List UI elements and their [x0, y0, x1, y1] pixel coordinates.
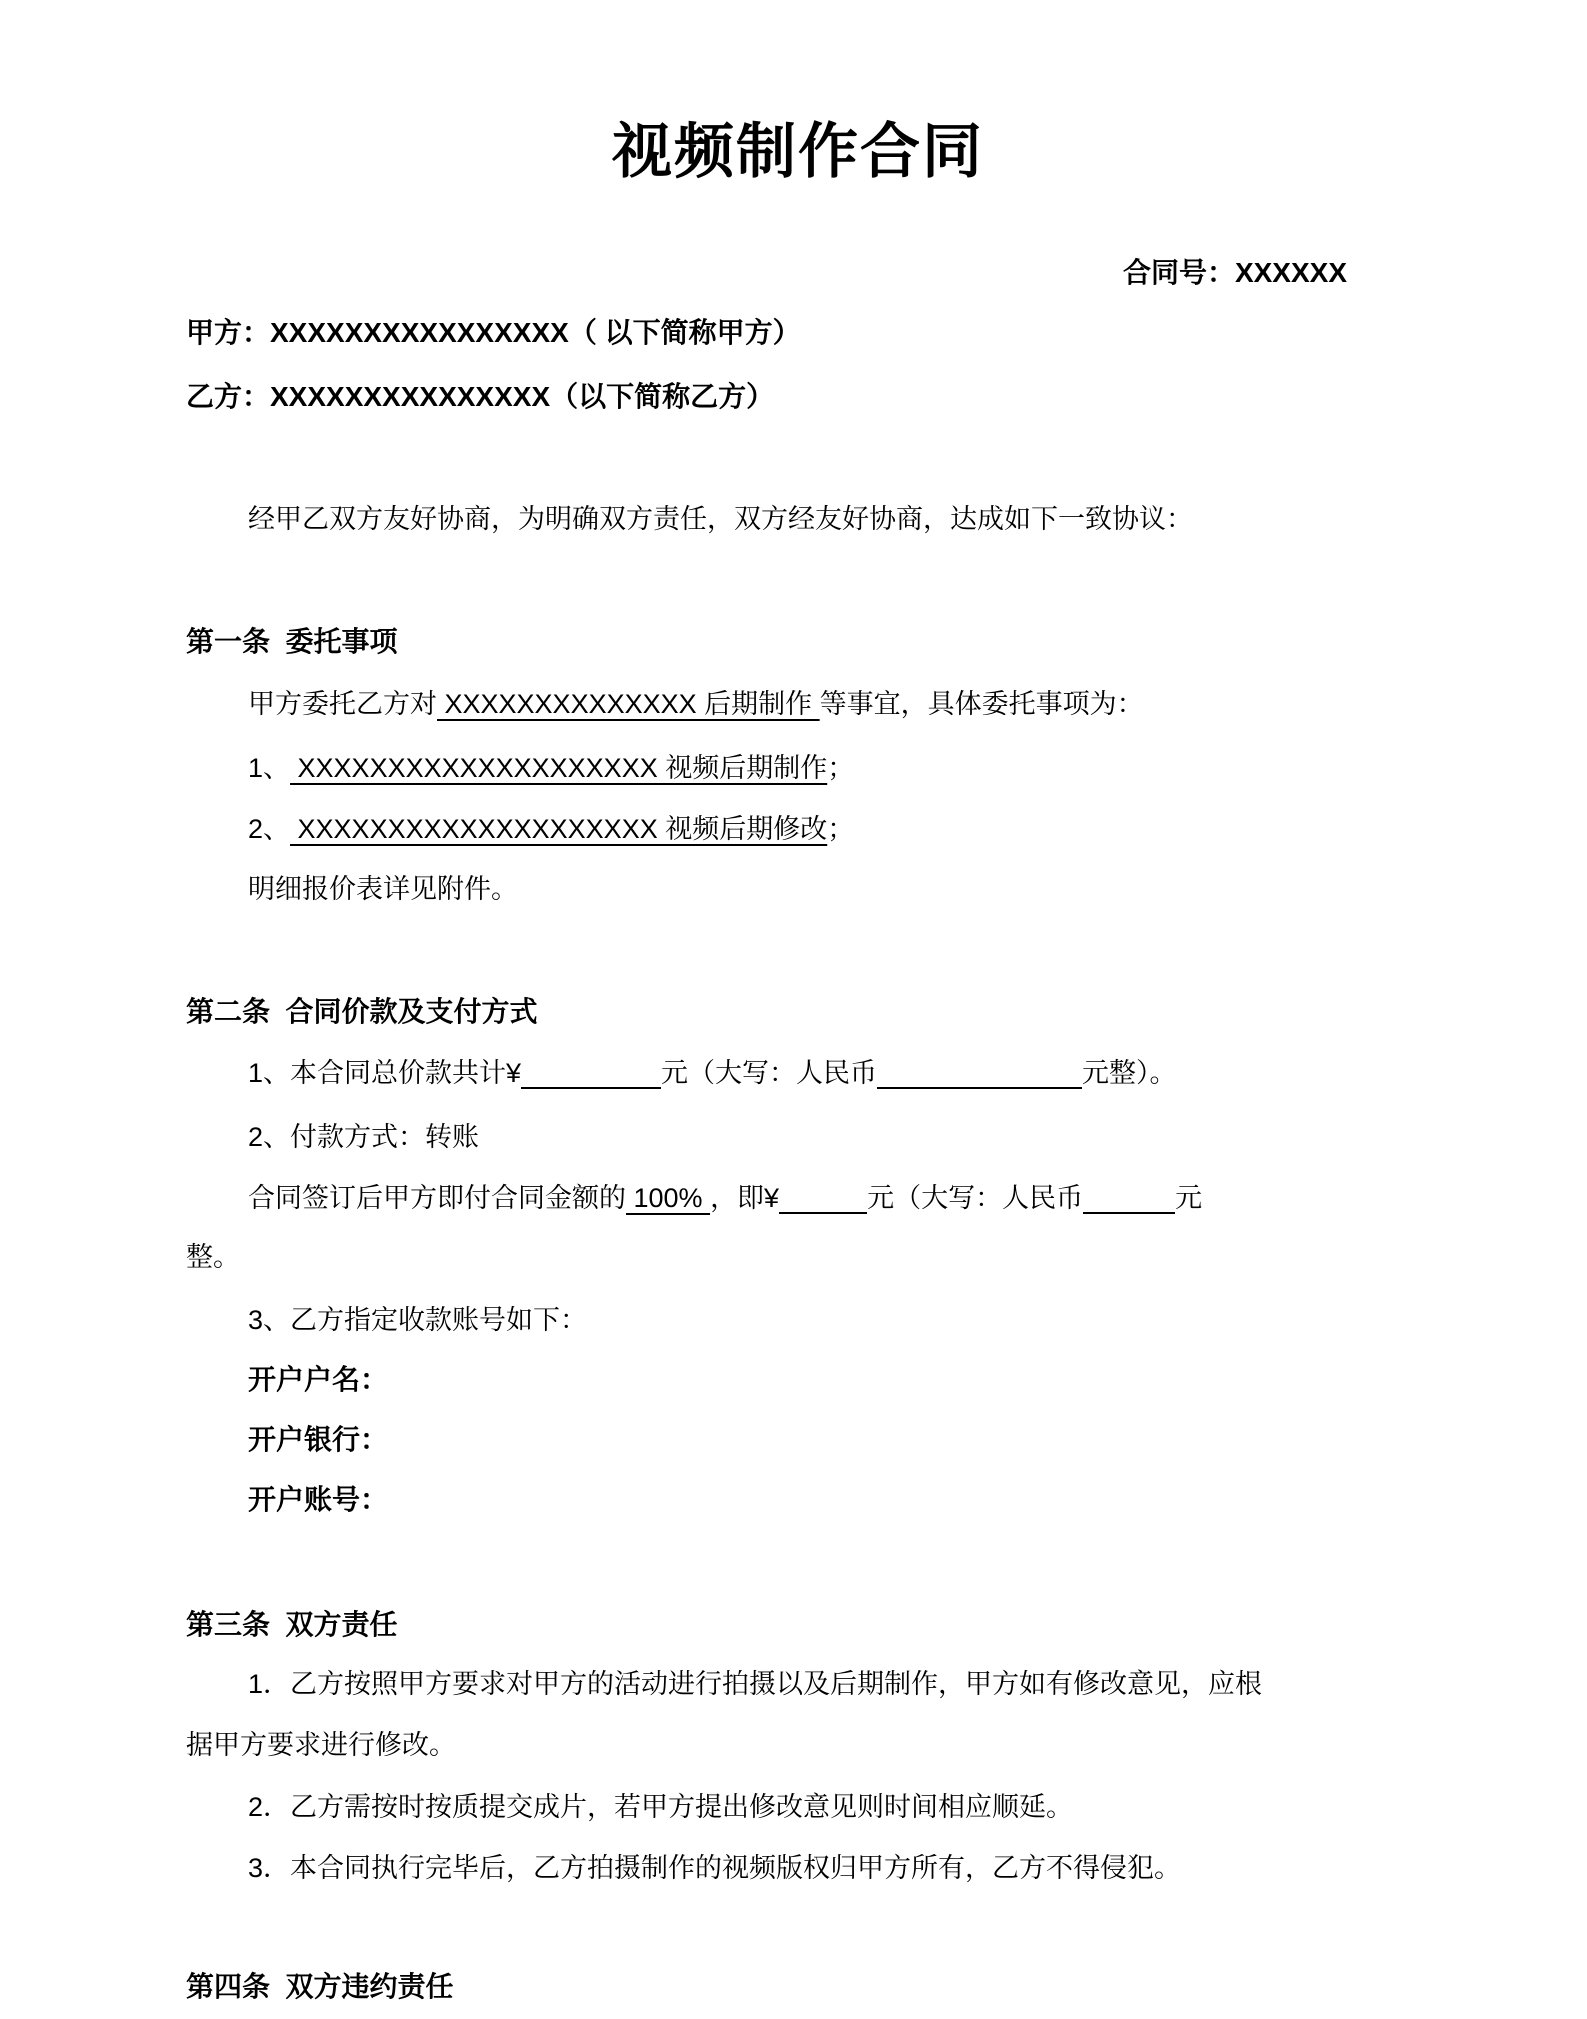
price-amount-blank — [521, 1057, 661, 1089]
item1-number: 1、 — [248, 753, 291, 783]
item1-underlined-fill: XXXXXXXXXXXXXXXXXXXX 视频后期制作 — [290, 753, 828, 783]
price-pre-text: 1、本合同总价款共计¥ — [248, 1058, 522, 1088]
section2-payment-detail-wrap: 整。 — [186, 1242, 240, 1272]
pay-amount-blank — [779, 1182, 867, 1214]
party-b-line: 乙方：XXXXXXXXXXXXXXX（以下简称乙方） — [186, 381, 775, 412]
pay-mid1-text: ，即¥ — [710, 1183, 780, 1213]
item1-punctuation: ； — [827, 753, 855, 783]
pay-post-text: 元 — [1175, 1183, 1203, 1213]
party-a-line: 甲方：XXXXXXXXXXXXXXXX（ 以下简称甲方） — [186, 317, 801, 348]
account-holder-label: 开户户名： — [248, 1364, 389, 1395]
section2-account-intro: 3、乙方指定收款账号如下： — [248, 1305, 588, 1335]
pay-percent-underlined: 100% — [626, 1183, 711, 1213]
section2-payment-method: 2、付款方式：转账 — [248, 1122, 480, 1152]
section1-note: 明细报价表详见附件。 — [248, 874, 518, 904]
section1-entrust-line — [248, 686, 1144, 722]
intro-paragraph: 经甲乙双方友好协商，为明确双方责任，双方经友好协商，达成如下一致协议： — [248, 504, 1193, 534]
bank-name-label: 开户银行： — [248, 1424, 389, 1455]
price-words-blank — [877, 1057, 1082, 1089]
entrust-post-text: 等事宜，具体委托事项为： — [819, 689, 1144, 719]
section3-item-3: 3．本合同执行完毕后，乙方拍摄制作的视频版权归甲方所有，乙方不得侵犯。 — [248, 1853, 1182, 1883]
section1-item-2 — [248, 811, 854, 847]
item2-punctuation: ； — [827, 814, 855, 844]
section3-item-2: 2．乙方需按时按质提交成片，若甲方提出修改意见则时间相应顺延。 — [248, 1792, 1074, 1822]
pay-mid2-text: 元（大写：人民币 — [867, 1183, 1084, 1213]
pay-words-blank — [1083, 1182, 1175, 1214]
item2-number: 2、 — [248, 814, 291, 844]
section2-price-line — [248, 1055, 1177, 1091]
document-title: 视频制作合同 — [612, 118, 984, 185]
pay-pre-text: 合同签订后甲方即付合同金额的 — [248, 1183, 626, 1213]
entrust-underlined-fill: XXXXXXXXXXXXXX 后期制作 — [437, 689, 820, 719]
section3-item-1-line-2: 据甲方要求进行修改。 — [186, 1730, 456, 1760]
contract-number: 合同号：XXXXXX — [1122, 257, 1347, 288]
price-mid-text: 元（大写：人民币 — [661, 1058, 878, 1088]
section2-payment-detail — [248, 1180, 1202, 1216]
section1-heading: 第一条 委托事项 — [186, 626, 398, 657]
section2-heading: 第二条 合同价款及支付方式 — [186, 996, 538, 1027]
section1-item-1 — [248, 750, 854, 786]
account-number-label: 开户账号： — [248, 1484, 389, 1515]
section4-heading: 第四条 双方违约责任 — [186, 1971, 454, 2002]
section3-item-1-line-1: 1．乙方按照甲方要求对甲方的活动进行拍摄以及后期制作，甲方如有修改意见，应根 — [248, 1669, 1263, 1699]
item2-underlined-fill: XXXXXXXXXXXXXXXXXXXX 视频后期修改 — [290, 814, 828, 844]
entrust-pre-text: 甲方委托乙方对 — [248, 689, 437, 719]
price-post-text: 元整）。 — [1082, 1058, 1177, 1088]
section3-heading: 第三条 双方责任 — [186, 1609, 398, 1640]
